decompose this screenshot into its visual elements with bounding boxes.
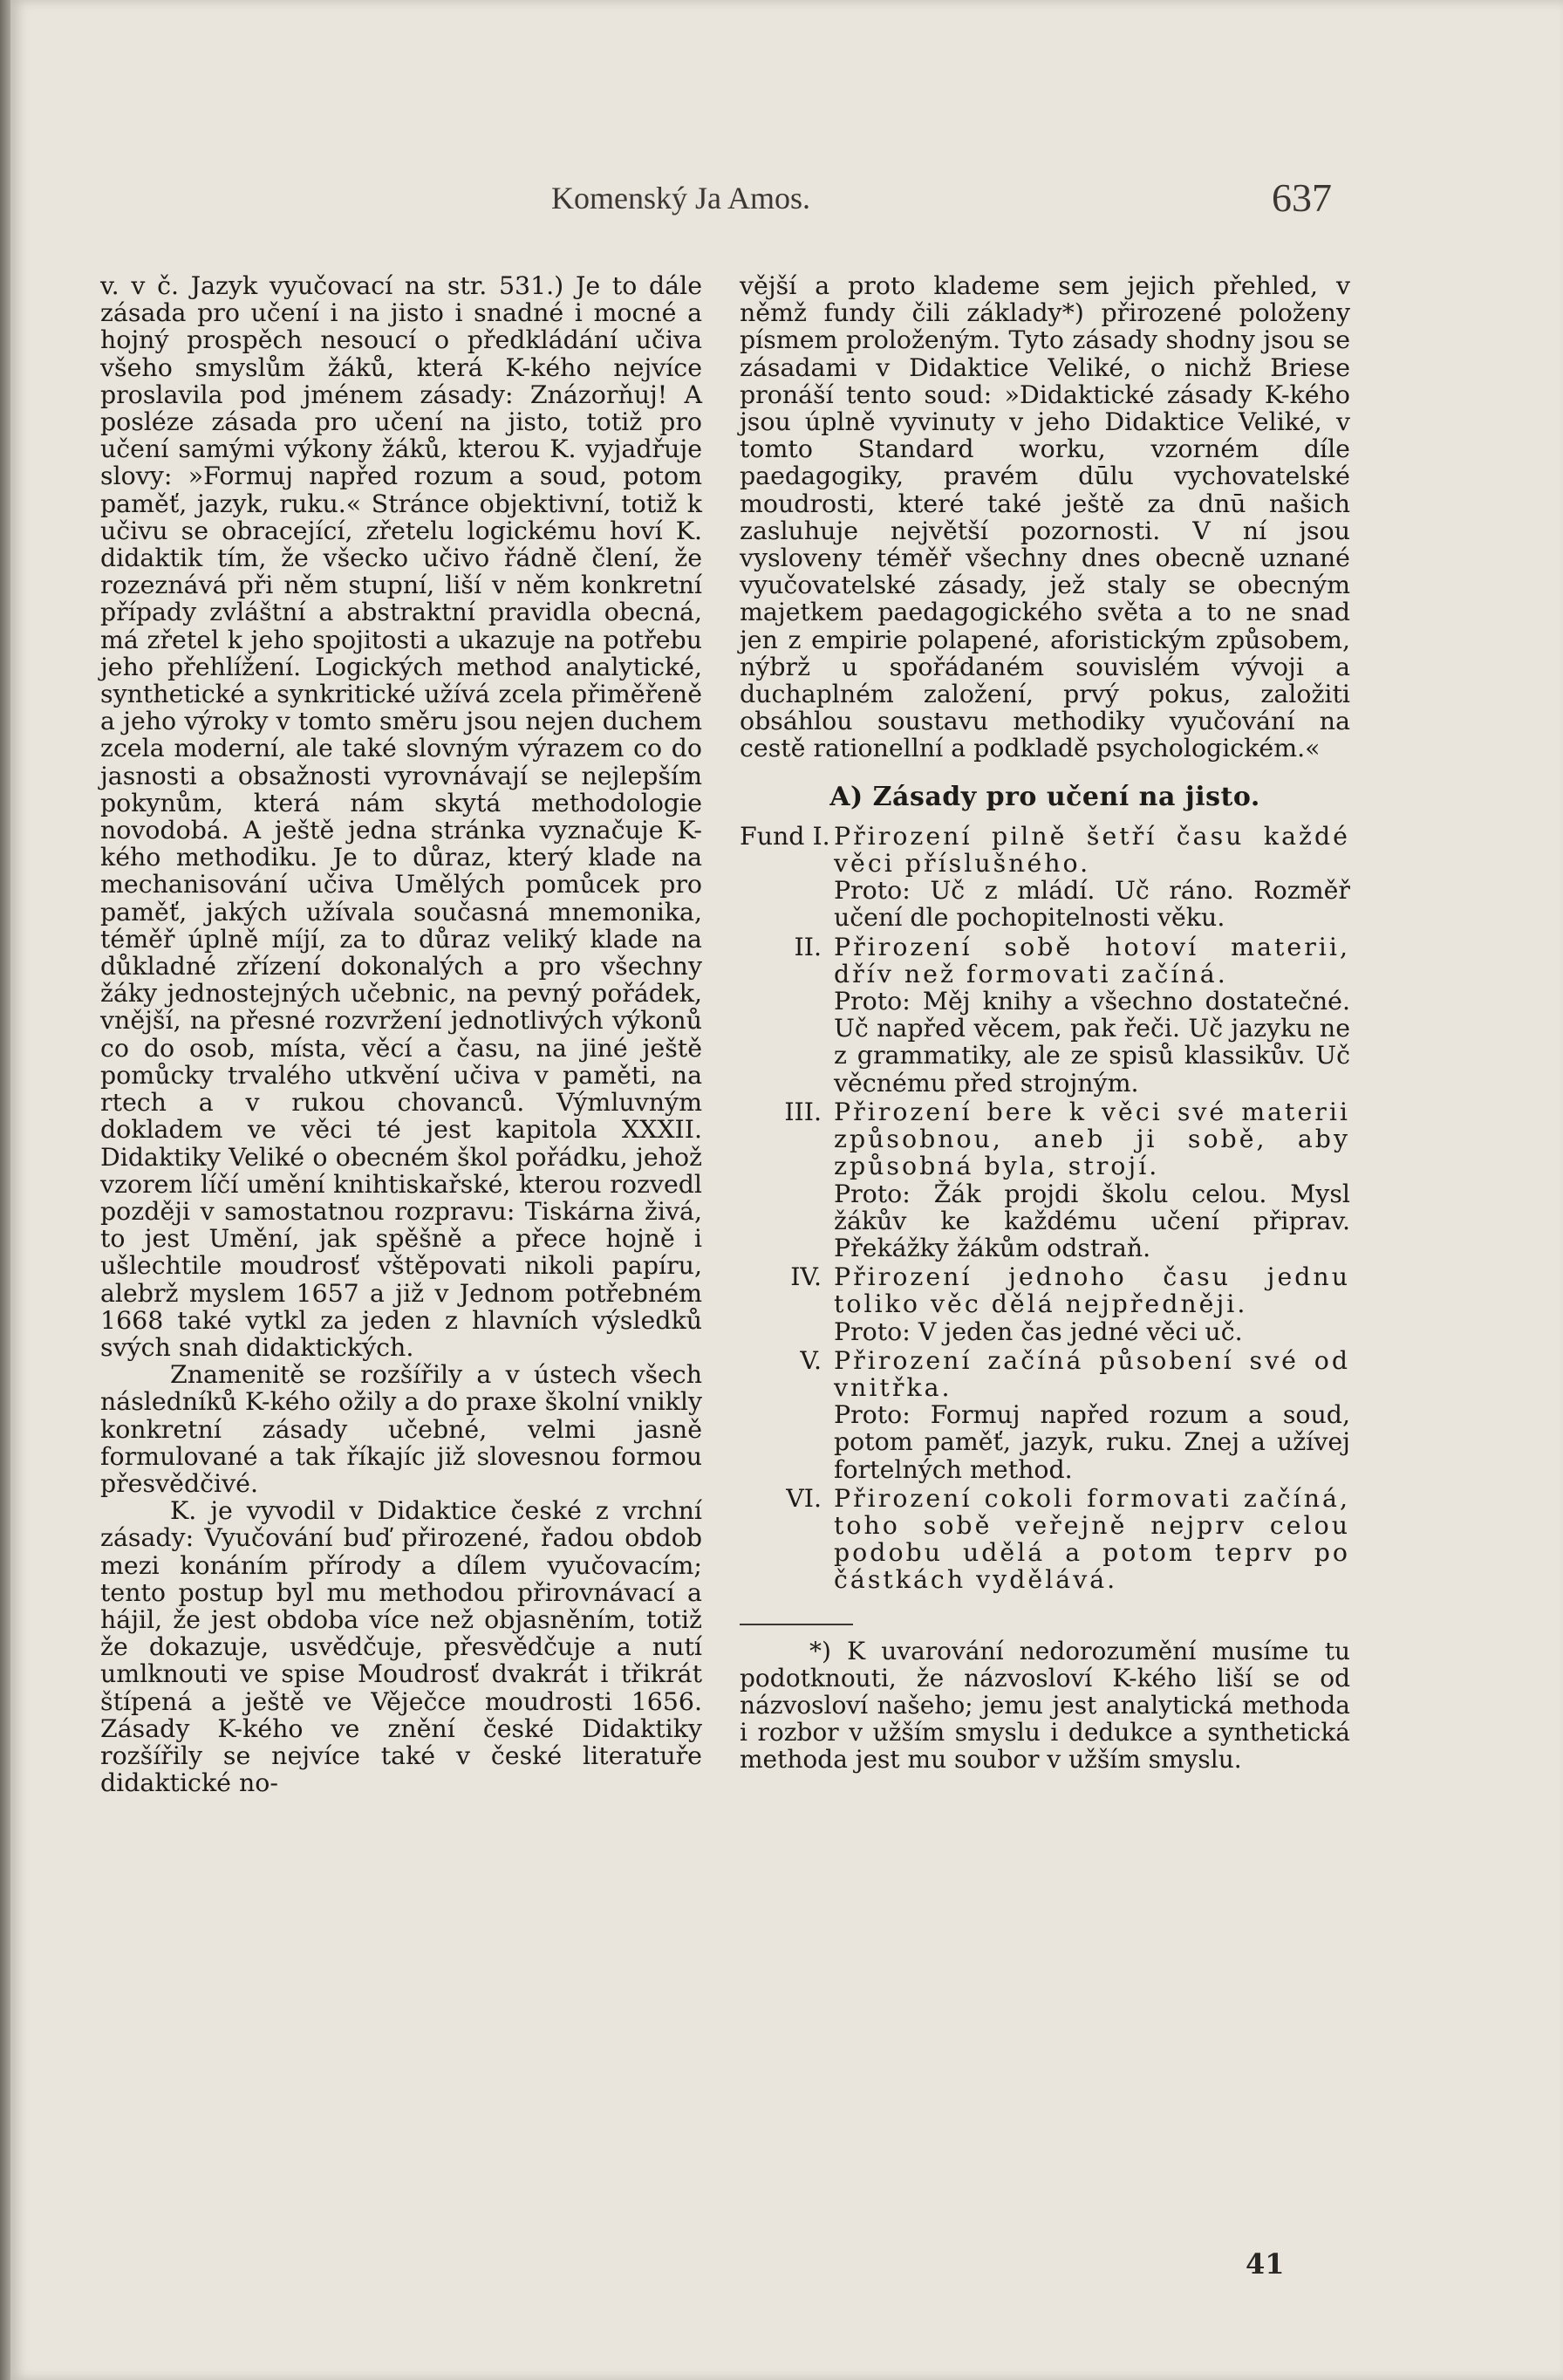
page-header [10,174,1563,227]
footnote-divider [740,1624,853,1625]
section-heading: A) Zásady pro učení na jisto. [829,781,1260,812]
right-paragraph-1: vější a proto klademe sem jejich přehled, v němž fundy čili základy*) přirozené položeny písmem proloženým. Tyto zásady shodny jsou se zásadami v Didaktice Veliké, o nichž Briese pronáší tento soud: »Didaktické zásady K-kého jsou úplně vyvinuty v jeho Didaktice Veliké, v tomto Standard worku, vzorném díle paedagogiky, pravém dūlu vychovatelské moudrosti, které také ještě za dnū našich zasluhuje největší pozornosti. V ní jsou vysloveny téměř všechny dnes obecně uznané vyučovatelské zásady, jež staly se obecným majetkem paedagogického světa a to ne snad jen z empirie polapené, aforistickým způsobem, nýbrž u spořádaném souvislém vývoji a duchaplném založení, prvý pokus, založiti obsáhlou soustavu methodiky vyučování na cestě rationellní a podkladě psychologickém.« [740,271,1350,763]
fund-statement: Přirození jednoho času jednu toliko věc dělá nejpředněji. [834,1262,1350,1319]
fund-statement: Přirození začíná působení své od vnitřka. [834,1345,1350,1402]
fund-number: II. [794,932,822,961]
fund-number: IV. [790,1262,822,1292]
left-paragraph-3: K. je vyvodil v Didaktice české z vrchní zásady: Vyučování buď přirozené, řadou obdob mezi konáním přírody a dílem vyučovacím; tento postup byl mu methodou přirovnávací a hájil, že jest obdoba více než objasněním, totiž že dokazuje, usvědčuje, přesvědčuje a nutí umlknouti ve spise Moudrosť dvakrát i třikrát štípená a ještě ve Věječce moudrosti 1656. Zásady K-kého ve znění české Didaktiky rozšířily se nejvíce také v české literatuře didaktické no- [100,1496,702,1798]
fund-number: V. [800,1345,822,1375]
sheet-number: 41 [1246,2247,1285,2281]
footnote: *) K uvarování nedorozumění musíme tu podotknouti, že názvosloví K-kého liší se od názvosloví našeho; jemu jest analytická methoda i rozbor v užším smyslu i dedukce a synthetická methoda jest mu soubor v užším smyslu. [740,1636,1350,1774]
book-spine [0,0,10,2380]
fund-proto: Proto: Žák projdi školu celou. Mysl žákův ke každému učení připrav. Překážky žákům odstraň. [834,1179,1350,1262]
running-title: Komenský Ja Amos. [551,181,810,215]
left-column [100,272,702,1796]
fund-number: III. [784,1097,822,1126]
fund-item [740,934,1350,1097]
fund-item [740,1098,1350,1262]
left-paragraph-1: v. v č. Jazyk vyučovací na str. 531.) Je to dále zásada pro učení i na jisto i snadné i mocné a hojný prospěch nesoucí o předkládání učiva všeho smyslům žáků, která K-kého nejvíce proslavila pod jménem zásady: Znázorňuj! A posléze zásada pro učení na jisto, totiž pro učení samými výkony žáků, kterou K. vyjadřuje slovy: »Formuj napřed rozum a soud, potom paměť, jazyk, ruku.« Stránce objektivní, totiž k učivu se obracející, zřetelu logickému hoví K. didaktik tím, že všecko učivo řádně člení, že rozeznává při něm stupní, liší v něm konkretní případy zvláštní a abstraktní pravidla obecná, má zřetel k jeho spojitosti a ukazuje na potřebu jeho přehlížení. Logických method analytické, synthetické a synkritické užívá zcela přiměřeně a jeho výroky v tomto směru jsou nejen duchem zcela moderní, ale také slovným výrazem co do jasnosti a obsažnosti vyrovnávají se nejlepším pokynům, která nám skytá methodologie novodobá. A ještě jedna stránka vyznačuje K-kého methodiku. Je to důraz, který klade na mechanisování učiva Umělých pomůcek pro paměť, jakých užívala současná mnemonika, téměř úplně míjí, za to důraz veliký klade na důkladné zřízení dokonalých a pro všechny žáky jednostejných učebnic, na pevný pořádek, vnější, na přesné rozvržení jednotlivých výkonů co do osob, místa, věcí a času, na jiné ještě pomůcky trvalého utkvění učiva v paměti, na rtech a v rukou chovanců. Výmluvným dokladem ve věci té jest kapitola XXXII. Didaktiky Veliké o obecném škol pořádku, jehož vzorem líčí umění knihtiskařské, kterou rozvedl později v samostatnou rozpravu: Tiskárna živá, to jest Umění, jak spěšně a přece hojně i ušlechtile moudrosť vštěpovati nikoli papíru, alebrž myslem 1657 a již v Jednom potřebném 1668 také vytkl za jeden z hlavních výsledků svých snah didaktických. [100,271,702,1362]
fund-proto: Proto: Formuj napřed rozum a soud, potom paměť, jazyk, ruku. Znej a užívej fortelných method. [834,1400,1350,1484]
fund-statement: Přirození cokoli formovati začíná, toho sobě veřejně nejprv celou podobu udělá a potom teprv po částkách vydělává. [834,1483,1350,1595]
fund-proto: Proto: V jeden čas jedné věci uč. [834,1317,1243,1346]
fund-item [740,823,1350,932]
fund-item [740,1263,1350,1345]
fund-number: VI. [786,1483,822,1513]
fund-statement: Přirození pilně šetří času každé věci příslušného. [834,821,1350,879]
left-paragraph-2: Znamenitě se rozšířily a v ústech všech následníků K-kého ožily a do praxe školní vnikly konkretní zásady učebné, velmi jasně formulované a tak říkajíc již slovesnou formou přesvědčivé. [100,1360,702,1498]
fund-proto: Proto: Uč z mládí. Uč ráno. Rozměř učení dle pochopitelnosti věku. [834,876,1350,933]
fund-item [740,1485,1350,1594]
fund-number: Fund I. [740,821,830,851]
fund-list [740,823,1350,1594]
page-number: 637 [1272,175,1332,220]
fund-statement: Přirození bere k věci své materii způsobnou, aneb ji sobě, aby způsobná byla, strojí. [834,1097,1350,1181]
fund-item [740,1347,1350,1483]
fund-proto: Proto: Měj knihy a všechno dostatečné. Uč napřed věcem, pak řeči. Uč jazyku ne z grammatiky, ale ze spisů klassikův. Uč věcnému před strojným. [834,987,1350,1098]
book-page [10,0,1563,2380]
fund-statement: Přirození sobě hotoví materii, dřív než formovati začíná. [834,932,1350,988]
right-column [740,272,1350,1773]
